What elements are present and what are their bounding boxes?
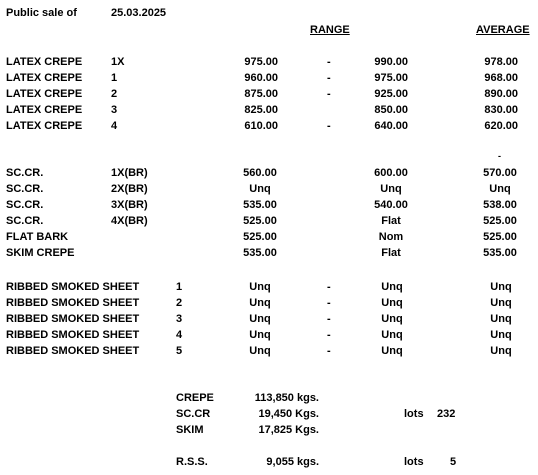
- range-low: 535.00: [243, 247, 277, 259]
- grade: 4X(BR): [111, 215, 148, 227]
- range-high: Unq: [381, 313, 403, 325]
- range-low: Unq: [249, 345, 271, 357]
- range-dash: -: [327, 72, 331, 84]
- range-high: Unq: [381, 297, 403, 309]
- range-low: 975.00: [244, 56, 278, 68]
- rss-lots-value: 5: [450, 456, 457, 468]
- average: Unq: [490, 313, 512, 325]
- crepe-qty: 113,850 kgs.: [254, 392, 319, 404]
- range-high: Unq: [381, 281, 403, 293]
- sale-label: Public sale of: [6, 7, 77, 19]
- grade: 5: [176, 345, 183, 357]
- range-low: Unq: [249, 183, 271, 195]
- product-name: RIBBED SMOKED SHEET: [6, 297, 140, 309]
- grade: 4: [176, 329, 183, 341]
- skim-label: SKIM: [176, 424, 204, 436]
- average: 978.00: [484, 56, 518, 68]
- grade: 1X(BR): [111, 167, 148, 179]
- product-name: RIBBED SMOKED SHEET: [6, 313, 140, 325]
- average: Unq: [490, 281, 512, 293]
- range-high: 540.00: [374, 199, 408, 211]
- grade: 2: [111, 88, 118, 100]
- product-name: SC.CR.: [6, 215, 44, 227]
- product-name: SKIM CREPE: [6, 247, 75, 259]
- range-high: Nom: [378, 231, 404, 243]
- grade: 1X: [111, 56, 125, 68]
- range-high: Unq: [380, 183, 402, 195]
- grade: 3: [176, 313, 183, 325]
- sale-date: 25.03.2025: [111, 7, 167, 19]
- product-name: SC.CR.: [6, 199, 44, 211]
- range-dash: -: [327, 88, 331, 100]
- range-dash: -: [327, 56, 331, 68]
- average: 525.00: [483, 215, 517, 227]
- range-dash: -: [327, 281, 331, 293]
- range-high: 640.00: [374, 120, 408, 132]
- range-high: Unq: [381, 345, 403, 357]
- range-high: Flat: [381, 247, 401, 259]
- range-heading: RANGE: [310, 24, 350, 36]
- range-low: Unq: [249, 313, 271, 325]
- sccr-label: SC.CR: [176, 408, 211, 420]
- grade: 3X(BR): [111, 199, 148, 211]
- grade: 2: [176, 297, 183, 309]
- range-low: 960.00: [244, 72, 278, 84]
- average: 535.00: [483, 247, 517, 259]
- rss-label: R.S.S.: [176, 456, 208, 468]
- range-high: 975.00: [374, 72, 408, 84]
- product-name: LATEX CREPE: [6, 120, 83, 132]
- grade: 2X(BR): [111, 183, 148, 195]
- product-name: LATEX CREPE: [6, 88, 83, 100]
- range-dash: -: [327, 329, 331, 341]
- range-low: 525.00: [243, 231, 277, 243]
- range-dash: -: [327, 313, 331, 325]
- average: 538.00: [483, 199, 517, 211]
- product-name: LATEX CREPE: [6, 56, 83, 68]
- lots-value: 232: [437, 408, 456, 420]
- range-low: 610.00: [244, 120, 278, 132]
- range-low: 535.00: [243, 199, 277, 211]
- average: Unq: [490, 297, 512, 309]
- rss-lots-label: lots: [404, 456, 424, 468]
- lots-label: lots: [404, 408, 424, 420]
- grade: 3: [111, 104, 118, 116]
- grade: 1: [176, 281, 183, 293]
- average: Unq: [490, 345, 512, 357]
- rss-qty: 9,055 kgs.: [266, 456, 319, 468]
- product-name: SC.CR.: [6, 167, 44, 179]
- grade: 1: [111, 72, 118, 84]
- grade: 4: [111, 120, 118, 132]
- range-dash: -: [327, 345, 331, 357]
- dash-mark: -: [498, 151, 501, 161]
- product-name: LATEX CREPE: [6, 104, 83, 116]
- range-low: 875.00: [244, 88, 278, 100]
- sccr-qty: 19,450 Kgs.: [258, 408, 319, 420]
- average: 570.00: [483, 167, 517, 179]
- product-name: SC.CR.: [6, 183, 44, 195]
- average: Unq: [489, 183, 511, 195]
- product-name: FLAT BARK: [6, 231, 69, 243]
- average: 890.00: [484, 88, 518, 100]
- average: 525.00: [483, 231, 517, 243]
- average: 968.00: [484, 72, 518, 84]
- skim-qty: 17,825 Kgs.: [258, 424, 319, 436]
- crepe-label: CREPE: [176, 392, 214, 404]
- range-low: 825.00: [244, 104, 278, 116]
- product-name: RIBBED SMOKED SHEET: [6, 281, 140, 293]
- range-low: 560.00: [243, 167, 277, 179]
- average: 620.00: [484, 120, 518, 132]
- range-dash: -: [327, 297, 331, 309]
- range-dash: -: [327, 120, 331, 132]
- range-low: 525.00: [243, 215, 277, 227]
- range-high: 925.00: [374, 88, 408, 100]
- range-high: Flat: [381, 215, 401, 227]
- range-low: Unq: [249, 329, 271, 341]
- product-name: RIBBED SMOKED SHEET: [6, 345, 140, 357]
- average-heading: AVERAGE: [476, 24, 530, 36]
- range-low: Unq: [249, 281, 271, 293]
- range-low: Unq: [249, 297, 271, 309]
- average: 830.00: [484, 104, 518, 116]
- range-high: 600.00: [374, 167, 408, 179]
- range-high: 850.00: [374, 104, 408, 116]
- average: Unq: [490, 329, 512, 341]
- product-name: RIBBED SMOKED SHEET: [6, 329, 140, 341]
- range-high: 990.00: [374, 56, 408, 68]
- product-name: LATEX CREPE: [6, 72, 83, 84]
- range-high: Unq: [381, 329, 403, 341]
